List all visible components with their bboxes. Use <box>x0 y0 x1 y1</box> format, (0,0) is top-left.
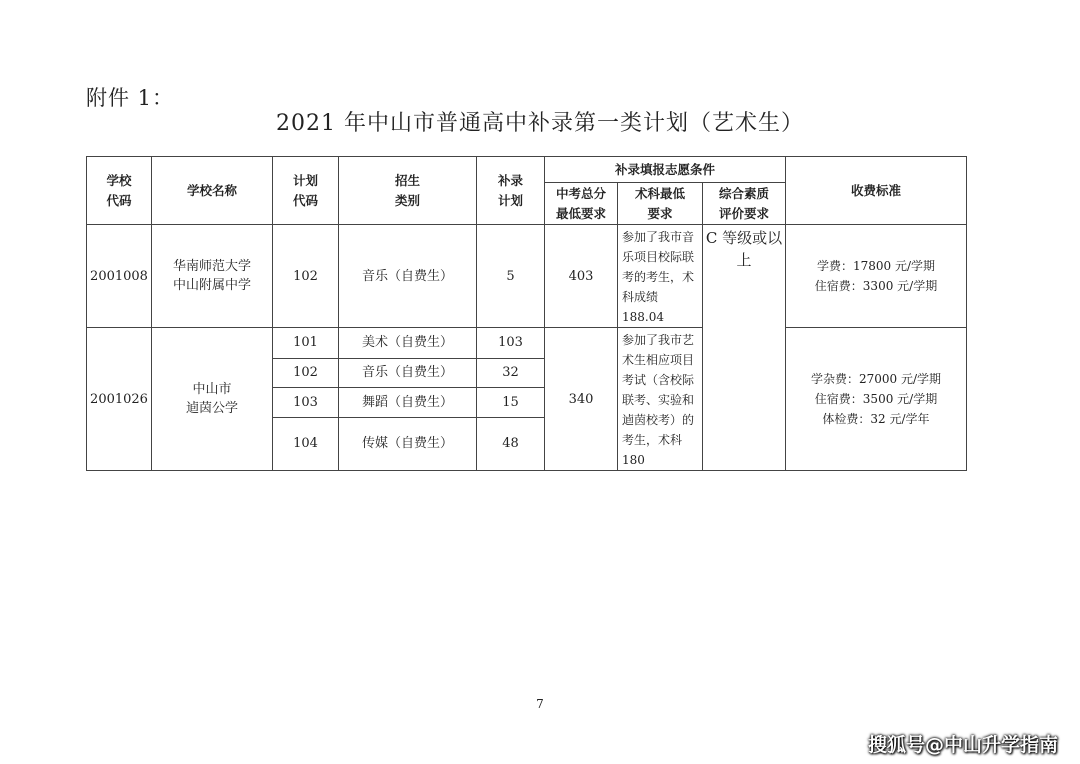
category: 美术（自费生） <box>339 328 477 359</box>
header-plan-code: 计划 代码 <box>273 157 339 225</box>
min-total-score: 403 <box>545 225 618 328</box>
header-eval-req: 综合素质 评价要求 <box>703 183 786 225</box>
fee-standard: 学杂费：27000 元/学期 住宿费：3500 元/学期 体检费：32 元/学年 <box>786 328 967 471</box>
header-min-total: 中考总分 最低要求 <box>545 183 618 225</box>
table-row <box>87 225 967 328</box>
plan-code: 102 <box>273 358 339 388</box>
category: 音乐（自费生） <box>339 358 477 388</box>
art-min-requirement: 参加了我市艺 术生相应项目 考试（含校际 联考、实验和 逌茵校考）的 考生，术科 180 <box>618 328 703 471</box>
quota: 103 <box>477 328 545 359</box>
school-code: 2001026 <box>87 328 152 471</box>
school-name: 华南师范大学 中山附属中学 <box>152 225 273 328</box>
quota: 48 <box>477 417 545 470</box>
school-name: 中山市 逌茵公学 <box>152 328 273 471</box>
page-number: 7 <box>536 697 544 711</box>
category: 传媒（自费生） <box>339 417 477 470</box>
art-min-requirement: 参加了我市音 乐项目校际联 考的考生，术 科成绩 188.04 <box>618 225 703 328</box>
enrollment-plan-table <box>86 156 967 471</box>
header-art-min: 术科最低 要求 <box>618 183 703 225</box>
header-category: 招生 类别 <box>339 157 477 225</box>
plan-code: 101 <box>273 328 339 359</box>
header-school-code: 学校 代码 <box>87 157 152 225</box>
fee-standard: 学费：17800 元/学期 住宿费：3300 元/学期 <box>786 225 967 328</box>
eval-requirement: C 等级或以 上 <box>703 225 786 471</box>
quota: 5 <box>477 225 545 328</box>
header-fee: 收费标准 <box>786 157 967 225</box>
watermark: 搜狐号@中山升学指南 <box>867 734 1058 756</box>
header-quota: 补录 计划 <box>477 157 545 225</box>
quota: 15 <box>477 388 545 418</box>
attachment-label: 附件 1： <box>86 86 175 110</box>
category: 舞蹈（自费生） <box>339 388 477 418</box>
plan-code: 104 <box>273 417 339 470</box>
table-row <box>87 328 967 359</box>
school-code: 2001008 <box>87 225 152 328</box>
min-total-score: 340 <box>545 328 618 471</box>
plan-code: 103 <box>273 388 339 418</box>
category: 音乐（自费生） <box>339 225 477 328</box>
quota: 32 <box>477 358 545 388</box>
header-conditions-group: 补录填报志愿条件 <box>545 157 786 183</box>
header-school-name: 学校名称 <box>152 157 273 225</box>
plan-code: 102 <box>273 225 339 328</box>
document-title: 2021 年中山市普通高中补录第一类计划（艺术生） <box>276 111 804 136</box>
